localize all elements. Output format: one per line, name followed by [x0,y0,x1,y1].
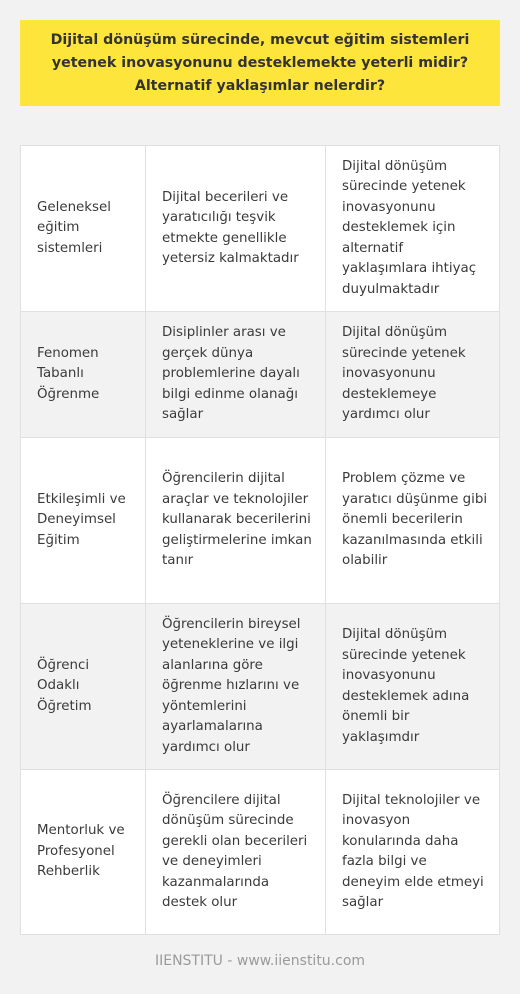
row-1-col-2: Dijital becerileri ve yaratıcılığı teşvik etmekte genellikle yetersiz kalmaktadır [145,146,325,311]
row-5-col-3: Dijital teknolojiler ve inovasyon konularında daha fazla bilgi ve deneyim elde etmeyi sağlar [325,770,499,934]
row-2-col-3: Dijital dönüşüm sürecinde yetenek inovasyonunu desteklemeye yardımcı olur [325,312,499,437]
comparison-table [20,145,500,935]
row-4-col-1: Öğrenci Odaklı Öğretim [37,657,92,714]
row-4-col-2: Öğrencilerin bireysel yeteneklerine ve ilgi alanlarına göre öğrenme hızlarını ve yöntemlerini ayarlamalarına yardımcı olur [145,604,325,769]
table-row [21,146,499,311]
title-banner [20,20,500,106]
row-5-col-2: Öğrencilere dijital dönüşüm sürecinde gerekli olan becerileri ve deneyimleri kazanmalarında destek olur [145,770,325,934]
row-1-col-3: Dijital dönüşüm sürecinde yetenek inovasyonunu desteklemek için alternatif yaklaşımlara ihtiyaç duyulmaktadır [325,146,499,311]
row-4-col-3: Dijital dönüşüm sürecinde yetenek inovasyonunu desteklemek adına önemli bir yaklaşımdır [325,604,499,769]
table-row [21,311,499,437]
footer-credit: IIENSTITU - www.iienstitu.com [154,953,366,969]
table-row [21,769,499,934]
row-3-col-2: Öğrencilerin dijital araçlar ve teknolojiler kullanarak becerilerini geliştirmelerine imkan tanır [145,438,325,603]
row-5-col-1: Mentorluk ve Profesyonel Rehberlik [37,823,125,880]
row-2-col-2: Disiplinler arası ve gerçek dünya problemlerine dayalı bilgi edinme olanağı sağlar [145,312,325,437]
table-row [21,437,499,603]
table-row [21,603,499,769]
page-title: Dijital dönüşüm sürecinde, mevcut eğitim sistemleri yetenek inovasyonunu desteklemekte yeterli midir? Alternatif yaklaşımlar nelerdir? [50,31,470,94]
row-3-col-3: Problem çözme ve yaratıcı düşünme gibi önemli becerilerin kazanılmasında etkili olabilir [325,438,499,603]
row-1-col-1: Geleneksel eğitim sistemleri [37,199,111,256]
row-2-col-1: Fenomen Tabanlı Öğrenme [37,345,100,402]
row-3-col-1: Etkileşimli ve Deneyimsel Eğitim [37,491,126,548]
